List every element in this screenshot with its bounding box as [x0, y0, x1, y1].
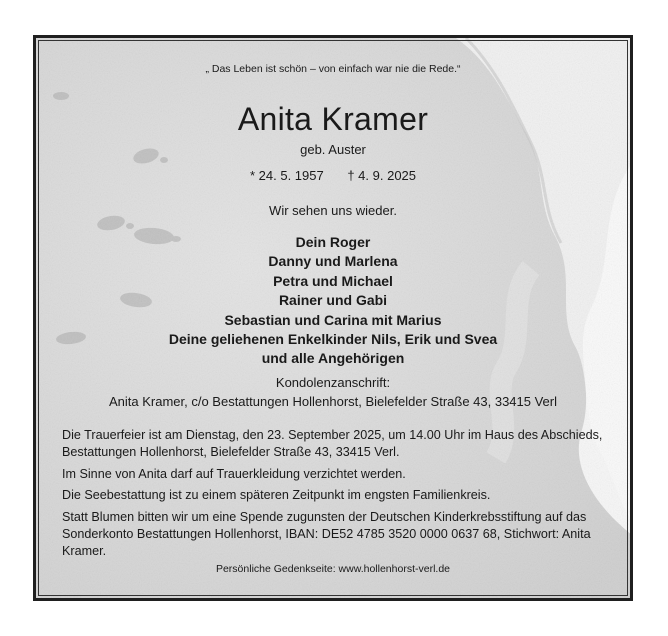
mourner-line: und alle Angehörigen	[261, 350, 405, 367]
condolence-address: Anita Kramer, c/o Bestattungen Hollenhorst, Bielefelder Straße 43, 33415 Verl	[108, 394, 558, 409]
mourner-line: Danny und Marlena	[268, 253, 398, 270]
deceased-name: Anita Kramer	[237, 101, 429, 137]
obituary-frame	[33, 35, 633, 601]
life-dates	[36, 168, 630, 183]
donation-paragraph: Statt Blumen bitten wir um eine Spende zugunsten der Deutschen Kinderkrebsstiftung auf das Sonderkonto Bestattungen Hollenhorst, IBAN: DE52 4785 3520 0000 0637 68, Stichwort: Anita Kramer.	[62, 509, 591, 558]
mourner-line: Rainer und Gabi	[278, 292, 388, 309]
sea-burial-paragraph: Die Seebestattung ist zu einem späteren Zeitpunkt im engsten Familienkreis.	[62, 488, 491, 502]
service-details	[62, 427, 608, 564]
birth-date: * 24. 5. 1957	[249, 168, 324, 183]
mourners-list	[36, 233, 630, 369]
obituary-content	[36, 38, 630, 598]
mourner-line: Sebastian und Carina mit Marius	[224, 311, 442, 328]
farewell-line: Wir sehen uns wieder.	[269, 203, 397, 218]
birth-name: geb. Auster	[300, 142, 366, 157]
memorial-page-line: Persönliche Gedenkseite: www.hollenhorst-verl.de	[215, 563, 451, 575]
death-date: † 4. 9. 2025	[347, 168, 417, 183]
condolence-label: Kondolenzanschrift:	[275, 375, 391, 390]
epigraph-quote: „ Das Leben ist schön – von einfach war nie die Rede.“	[205, 63, 461, 75]
dress-code-paragraph: Im Sinne von Anita darf auf Trauerkleidung verzichtet werden.	[62, 466, 406, 481]
funeral-service-paragraph: Die Trauerfeier ist am Dienstag, den 23. September 2025, um 14.00 Uhr im Haus des Abschieds, Bestattungen Hollenhorst, Bielefelder Straße 43, 33415 Verl.	[62, 428, 603, 459]
mourner-line: Petra und Michael	[273, 272, 393, 289]
mourner-line: Deine geliehenen Enkelkinder Nils, Erik und Svea	[168, 331, 498, 348]
mourner-line: Dein Roger	[295, 234, 371, 250]
